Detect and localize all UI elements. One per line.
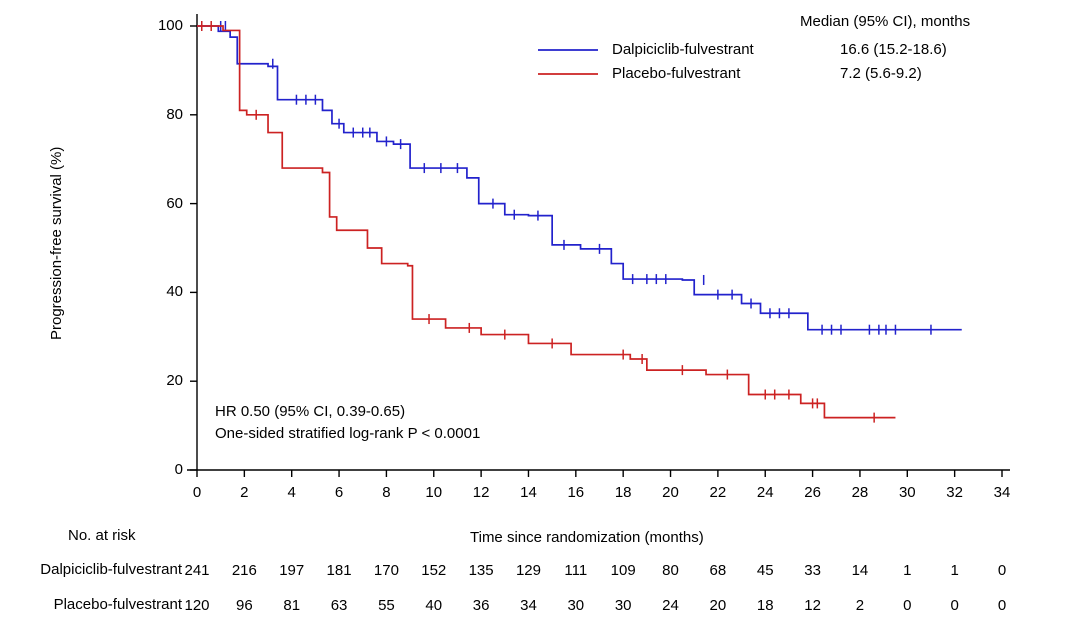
- x-tick-label: 26: [804, 484, 821, 501]
- risk-row-label-0: Dalpiciclib-fulvestrant: [40, 561, 182, 578]
- risk-table-title: No. at risk: [68, 527, 136, 544]
- risk-value: 0: [903, 597, 912, 614]
- y-tick-label: 60: [166, 194, 183, 212]
- x-tick-label: 18: [614, 484, 632, 501]
- x-tick-label: 2: [240, 484, 249, 501]
- x-tick-label: 6: [334, 484, 344, 501]
- risk-value: 0: [950, 597, 959, 614]
- risk-value: 80: [662, 562, 679, 579]
- y-tick-label: 40: [166, 283, 183, 301]
- risk-value: 34: [520, 597, 537, 614]
- risk-value: 36: [472, 597, 490, 614]
- risk-row-label-1: Placebo-fulvestrant: [53, 596, 182, 613]
- legend-label-1: Placebo-fulvestrant: [612, 65, 741, 82]
- risk-value: 129: [515, 562, 541, 579]
- legend-median-1: 7.2 (5.6-9.2): [840, 65, 922, 82]
- y-tick-label: 100: [157, 17, 183, 34]
- risk-value: 45: [756, 562, 774, 579]
- risk-value: 33: [804, 562, 821, 579]
- risk-value: 111: [564, 562, 588, 579]
- x-axis-title: Time since randomization (months): [470, 529, 704, 546]
- x-tick-label: 14: [520, 484, 537, 501]
- x-tick-label: 32: [946, 484, 963, 501]
- risk-value: 12: [804, 597, 821, 614]
- risk-value: 120: [184, 597, 210, 614]
- risk-value: 20: [709, 597, 727, 614]
- risk-value: 96: [236, 597, 253, 614]
- legend-header: Median (95% CI), months: [800, 13, 971, 30]
- censor-marks-0: [202, 21, 931, 335]
- chart-annotation-0: HR 0.50 (95% CI, 0.39-0.65): [215, 403, 406, 420]
- y-tick-label: 0: [174, 461, 183, 478]
- risk-value: 68: [709, 562, 727, 579]
- x-tick-label: 20: [662, 484, 679, 501]
- x-tick-label: 30: [898, 484, 916, 501]
- x-tick-label: 8: [382, 484, 391, 501]
- risk-value: 109: [610, 562, 636, 579]
- x-tick-label: 22: [709, 484, 727, 501]
- risk-value: 1: [903, 562, 912, 579]
- censor-marks-1: [202, 21, 874, 423]
- risk-value: 14: [851, 562, 869, 579]
- risk-value: 63: [330, 597, 348, 614]
- y-axis-title: Progression-free survival (%): [48, 146, 65, 340]
- risk-value: 18: [756, 597, 774, 614]
- risk-value: 24: [662, 597, 679, 614]
- x-tick-label: 16: [567, 484, 585, 501]
- risk-value: 0: [997, 562, 1007, 579]
- chart-annotation-1: One-sided stratified log-rank P < 0.0001: [215, 425, 481, 442]
- risk-value: 181: [326, 562, 352, 579]
- legend-label-0: Dalpiciclib-fulvestrant: [612, 41, 754, 58]
- risk-value: 1: [950, 562, 959, 579]
- y-tick-label: 20: [166, 372, 183, 390]
- y-tick-label: 80: [166, 105, 183, 123]
- risk-value: 135: [468, 562, 494, 579]
- risk-value: 81: [283, 597, 301, 614]
- risk-value: 55: [378, 597, 395, 614]
- x-tick-label: 10: [425, 484, 443, 501]
- x-tick-label: 0: [192, 484, 202, 501]
- risk-value: 30: [614, 597, 632, 614]
- x-tick-label: 12: [472, 484, 490, 501]
- risk-value: 152: [421, 562, 447, 579]
- x-tick-label: 28: [851, 484, 869, 501]
- risk-value: 241: [184, 562, 210, 579]
- risk-value: 170: [373, 562, 399, 579]
- legend-median-0: 16.6 (15.2-18.6): [840, 41, 947, 58]
- x-tick-label: 34: [993, 484, 1011, 501]
- risk-value: 2: [855, 597, 865, 614]
- x-tick-label: 4: [287, 484, 296, 501]
- risk-value: 197: [279, 562, 305, 579]
- risk-value: 216: [231, 562, 257, 579]
- risk-value: 0: [997, 597, 1007, 614]
- risk-value: 40: [425, 597, 443, 614]
- series-line-1: [197, 26, 895, 418]
- x-tick-label: 24: [756, 484, 774, 501]
- risk-value: 30: [567, 597, 585, 614]
